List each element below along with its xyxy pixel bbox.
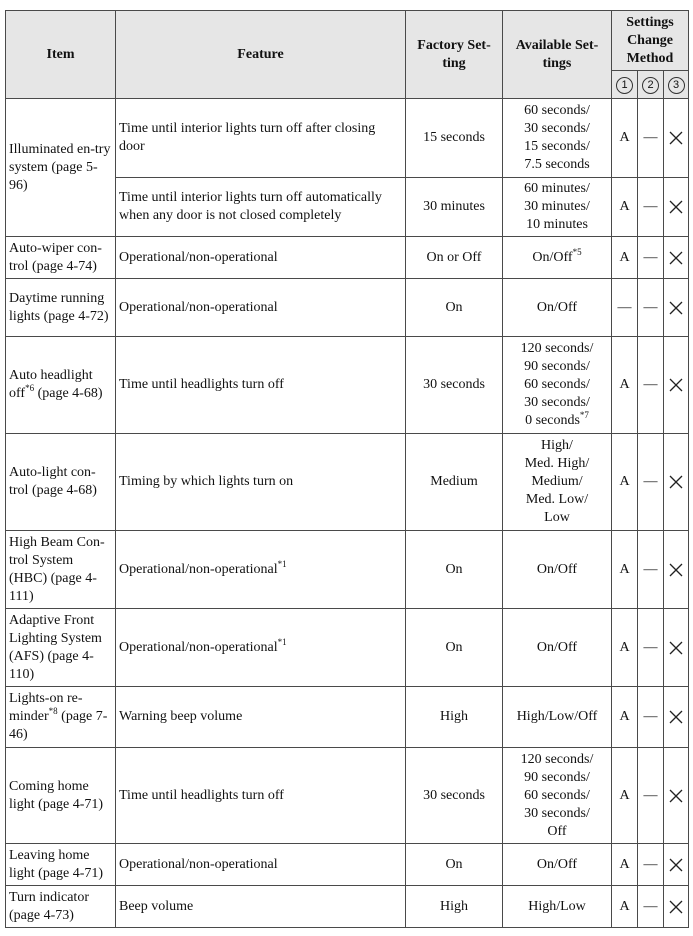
table-row <box>6 337 689 434</box>
header-item: Item <box>6 11 116 99</box>
method-3-cell <box>664 886 689 928</box>
method-1-cell: A <box>612 844 638 886</box>
method-2-cell: — <box>638 609 664 687</box>
table-row <box>6 609 689 687</box>
method-1-cell: A <box>612 886 638 928</box>
method-3-cell <box>664 687 689 748</box>
factory-cell: 30 seconds <box>406 748 503 844</box>
header-available-settings: Available Set-tings <box>503 11 612 99</box>
header-factory-setting: Factory Set-ting <box>406 11 503 99</box>
available-cell: 60 seconds/ 30 seconds/ 15 seconds/ 7.5 seconds <box>503 99 612 178</box>
method-1-cell: A <box>612 237 638 279</box>
method-3-cell <box>664 434 689 531</box>
feature-cell: Warning beep volume <box>116 687 406 748</box>
cross-icon <box>669 858 683 872</box>
method-2-cell: — <box>638 748 664 844</box>
item-cell: Illuminated en-try system (page 5-96) <box>6 99 116 237</box>
available-cell: On/Off$^{*5}$ <box>503 237 612 279</box>
factory-cell: On <box>406 279 503 337</box>
cross-icon <box>669 900 683 914</box>
table-row <box>6 531 689 609</box>
factory-cell: 30 minutes <box>406 178 503 237</box>
method-3-cell <box>664 844 689 886</box>
feature-cell: Timing by which lights turn on <box>116 434 406 531</box>
item-cell: Auto-wiper con-trol (page 4-74) <box>6 237 116 279</box>
footnote-marker: *7 <box>579 410 589 420</box>
available-cell: On/Off <box>503 609 612 687</box>
footnote-marker: *5 <box>572 246 582 257</box>
feature-cell: Time until interior lights turn off automatically when any door is not closed completely <box>116 178 406 237</box>
cross-icon <box>669 251 683 265</box>
method-1-cell: A <box>612 687 638 748</box>
table-row <box>6 434 689 531</box>
table-row <box>6 844 689 886</box>
factory-cell: Medium <box>406 434 503 531</box>
method-2-cell: — <box>638 844 664 886</box>
footnote-marker: *6 <box>25 383 35 393</box>
available-cell: On/Off <box>503 531 612 609</box>
factory-cell: High <box>406 687 503 748</box>
cross-icon <box>669 641 683 655</box>
method-3-cell <box>664 748 689 844</box>
available-cell: High/Low <box>503 886 612 928</box>
footnote-marker: *1 <box>277 558 287 569</box>
table-row <box>6 99 689 178</box>
item-cell: Auto headlight off$^{*6}$ (page 4-68) <box>6 337 116 434</box>
method-2-cell: — <box>638 886 664 928</box>
header-method-2 <box>638 71 664 99</box>
cross-icon <box>669 301 683 315</box>
footnote-marker: *1 <box>277 636 287 647</box>
method-2-cell: — <box>638 531 664 609</box>
item-cell: Turn indicator (page 4-73) <box>6 886 116 928</box>
cross-icon <box>669 710 683 724</box>
item-cell: Lights-on re-minder$^{*8}$ (page 7-46) <box>6 687 116 748</box>
method-3-cell <box>664 178 689 237</box>
method-1-cell: A <box>612 531 638 609</box>
footnote-marker: *8 <box>48 706 58 716</box>
available-cell: 120 seconds/ 90 seconds/ 60 seconds/ 30 seconds/ 0 seconds$^{*7}$ <box>503 337 612 434</box>
method-2-cell: — <box>638 178 664 237</box>
cross-icon <box>669 475 683 489</box>
header-change-method: Settings Change Method <box>612 11 689 71</box>
available-cell: High/Low/Off <box>503 687 612 748</box>
item-cell: High Beam Con-trol System (HBC) (page 4-111) <box>6 531 116 609</box>
feature-cell: Operational/non-operational <box>116 237 406 279</box>
circled-number-3: 3 <box>668 77 685 94</box>
method-3-cell <box>664 609 689 687</box>
item-cell: Coming home light (page 4-71) <box>6 748 116 844</box>
method-2-cell: — <box>638 99 664 178</box>
cross-icon <box>669 789 683 803</box>
cross-icon <box>669 563 683 577</box>
factory-cell: 30 seconds <box>406 337 503 434</box>
method-2-cell: — <box>638 434 664 531</box>
table-row <box>6 748 689 844</box>
cross-icon <box>669 131 683 145</box>
method-2-cell: — <box>638 687 664 748</box>
factory-cell: On <box>406 844 503 886</box>
method-1-cell: A <box>612 99 638 178</box>
factory-cell: On or Off <box>406 237 503 279</box>
feature-cell: Operational/non-operational$^{*1}$ <box>116 609 406 687</box>
method-2-cell: — <box>638 237 664 279</box>
factory-cell: On <box>406 609 503 687</box>
factory-cell: 15 seconds <box>406 99 503 178</box>
circled-number-2: 2 <box>642 77 659 94</box>
circled-number-1: 1 <box>616 77 633 94</box>
item-cell: Adaptive Front Lighting System (AFS) (page 4-110) <box>6 609 116 687</box>
available-cell: 60 minutes/ 30 minutes/ 10 minutes <box>503 178 612 237</box>
available-cell: 120 seconds/ 90 seconds/ 60 seconds/ 30 seconds/ Off <box>503 748 612 844</box>
table-row <box>6 279 689 337</box>
item-cell: Leaving home light (page 4-71) <box>6 844 116 886</box>
header-method-3 <box>664 71 689 99</box>
method-3-cell <box>664 279 689 337</box>
factory-cell: High <box>406 886 503 928</box>
settings-table <box>5 10 689 928</box>
method-1-cell: A <box>612 178 638 237</box>
table-row <box>6 237 689 279</box>
factory-cell: On <box>406 531 503 609</box>
cross-icon <box>669 378 683 392</box>
method-2-cell: — <box>638 337 664 434</box>
method-2-cell: — <box>638 279 664 337</box>
cross-icon <box>669 200 683 214</box>
method-3-cell <box>664 237 689 279</box>
table-row <box>6 886 689 928</box>
method-3-cell <box>664 99 689 178</box>
method-1-cell: A <box>612 434 638 531</box>
method-1-cell: — <box>612 279 638 337</box>
available-cell: On/Off <box>503 844 612 886</box>
method-1-cell: A <box>612 748 638 844</box>
feature-cell: Time until headlights turn off <box>116 748 406 844</box>
method-3-cell <box>664 531 689 609</box>
feature-cell: Time until headlights turn off <box>116 337 406 434</box>
available-cell: On/Off <box>503 279 612 337</box>
method-1-cell: A <box>612 337 638 434</box>
feature-cell: Time until interior lights turn off after closing door <box>116 99 406 178</box>
available-cell: High/ Med. High/ Medium/ Med. Low/ Low <box>503 434 612 531</box>
method-3-cell <box>664 337 689 434</box>
method-1-cell: A <box>612 609 638 687</box>
feature-cell: Operational/non-operational <box>116 844 406 886</box>
item-cell: Auto-light con-trol (page 4-68) <box>6 434 116 531</box>
table-row <box>6 687 689 748</box>
item-cell: Daytime running lights (page 4-72) <box>6 279 116 337</box>
feature-cell: Operational/non-operational <box>116 279 406 337</box>
header-feature: Feature <box>116 11 406 99</box>
header-method-1 <box>612 71 638 99</box>
feature-cell: Beep volume <box>116 886 406 928</box>
feature-cell: Operational/non-operational$^{*1}$ <box>116 531 406 609</box>
